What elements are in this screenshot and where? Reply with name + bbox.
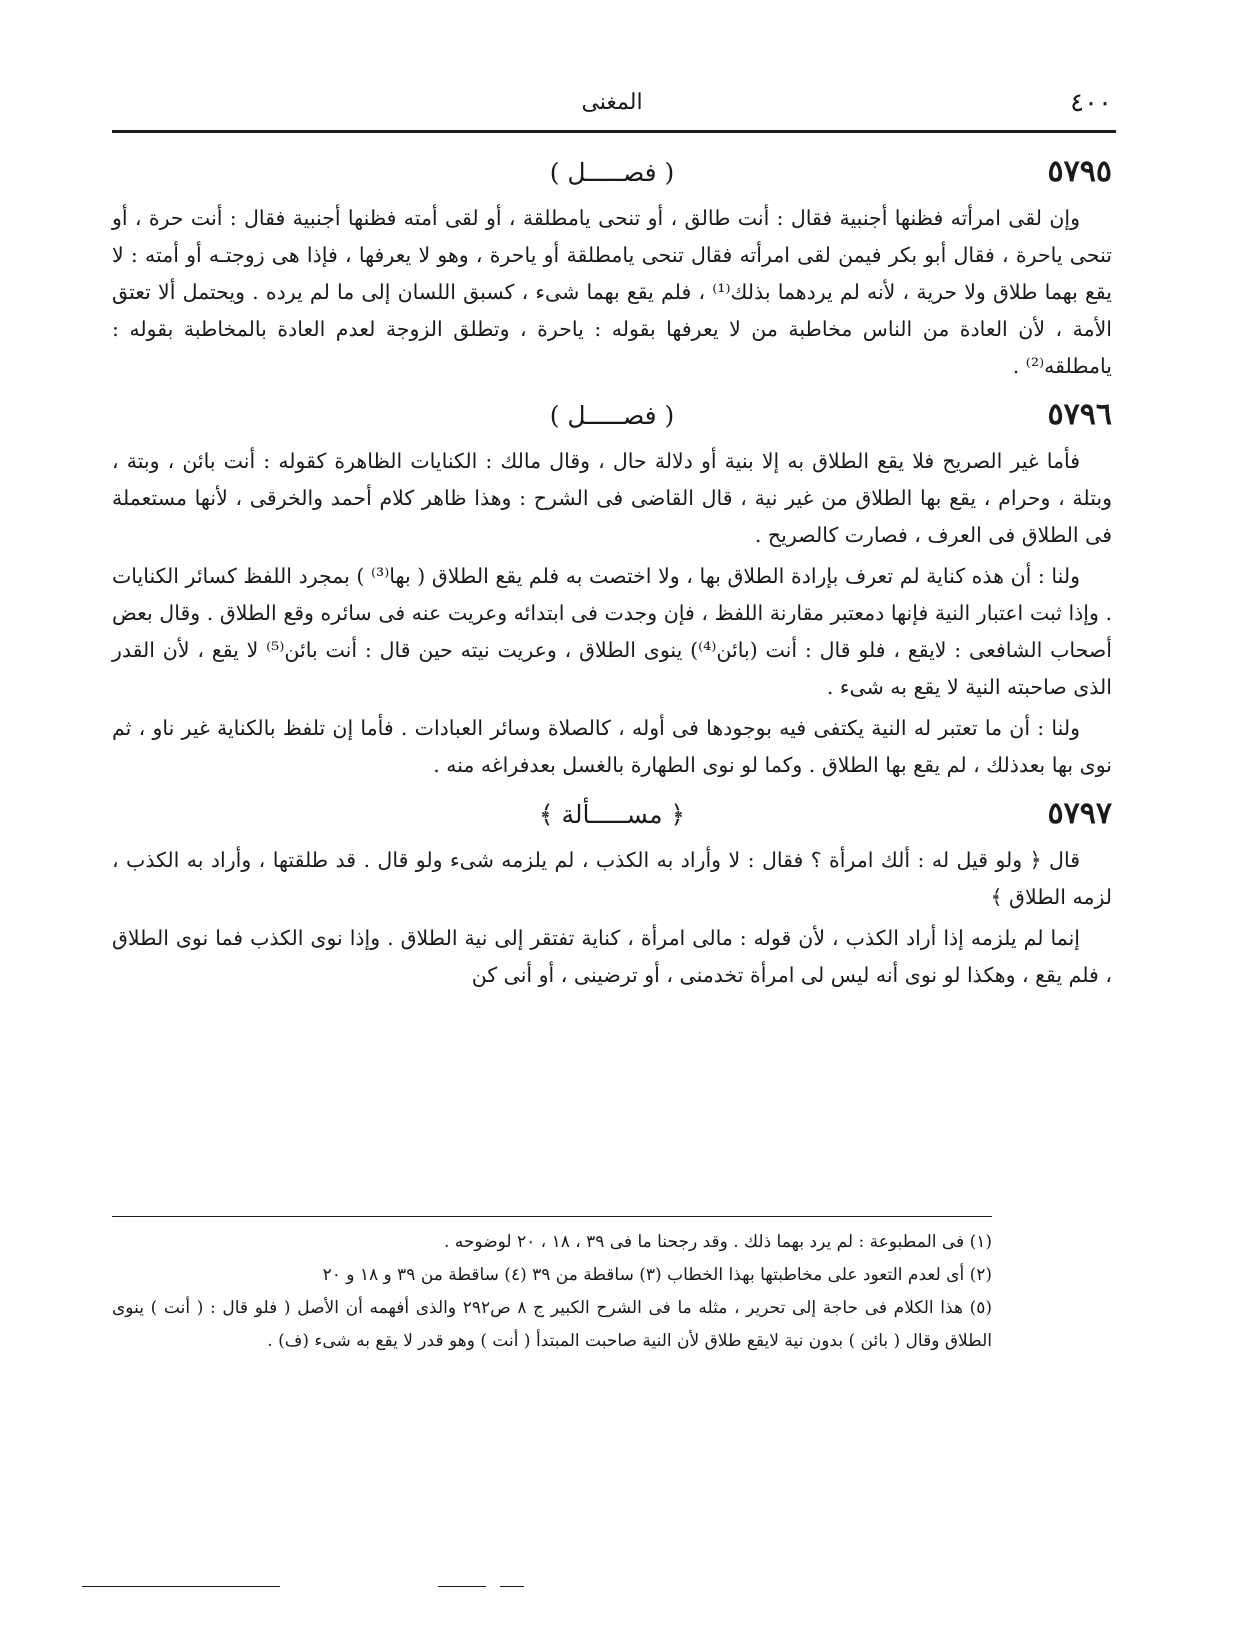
section-heading: [112, 792, 1112, 842]
section-title: ( فصـــــل ): [549, 401, 675, 430]
footnote: (٥) هذا الكلام فى حاجة إلى تحرير ، مثله ما فى الشرح الكبير ج ٨ ص٢٩٢ والذى أفهمه أن الأصل ( فلو قال : ( أنت ) ينوى الطلاق وقال ( بائن ) بدون نية لايقع طلاق لأن النية صاحبت المبتدأ ( أنت ) وهو قدر لا يقع به شىء (ف) .: [112, 1298, 992, 1351]
section-number: ٥٧٩٦: [1047, 397, 1112, 432]
bottom-rule-left: [82, 1586, 280, 1587]
footnotes: [112, 1226, 992, 1358]
paragraph: فأما غير الصريح فلا يقع الطلاق به إلا بنية أو دلالة حال ، وقال مالك : الكنايات الظاهرة كقوله : أنت بائن ، وبتة ، وبتلة ، وحرام ، يقع بها الطلاق من غير نية ، قال القاضى فى الشرح : وهذا ظاهر كلام أحمد والخرقى ، لأنها مستعملة فى الطلاق فى العرف ، فصارت كالصريح .: [112, 449, 1112, 547]
header-rule: [112, 130, 1116, 133]
footnote-rule: [112, 1216, 992, 1217]
paragraph: إنما لم يلزمه إذا أراد الكذب ، لأن قوله : مالى امرأة ، كناية تفتقر إلى نية الطلاق . وإذا نوى الكذب فما نوى الطلاق ، فلم يقع ، وهكذا لو نوى أنه ليس لى امرأة تخدمنى ، أو ترضينى ، أو أنى كن: [112, 926, 1112, 987]
section-title: ( فصـــــل ): [549, 158, 675, 187]
paragraph: ولنا : أن هذه كناية لم تعرف بإرادة الطلاق بها ، ولا اختصت به فلم يقع الطلاق ( بها⁽³⁾ ) بمجرد اللفظ كسائر الكنايات . وإذا ثبت اعتبار النية فإنها دمعتبر مقارنة اللفظ ، فإن وجدت فى ابتدائه وعريت عنه فى سائره وقع الطلاق . وقال بعض أصحاب الشافعى : لايقع ، فلو قال : أنت (بائن⁽⁴⁾) ينوى الطلاق ، وعريت نيته حين قال : أنت بائن⁽⁵⁾ لا يقع ، لأن القدر الذى صاحبته النية لا يقع به شىء .: [112, 564, 1112, 699]
main-text: [112, 150, 1112, 994]
section-heading: [112, 150, 1112, 200]
paragraph: قال ﴿ ولو قيل له : ألك امرأة ؟ فقال : لا وأراد به الكذب ، لم يلزمه شىء ولو قال . قد طلقتها ، وأراد به الكذب ، لزمه الطلاق ﴾: [112, 848, 1112, 909]
section-title: ﴿ مســـــألة ﴾: [538, 800, 686, 829]
page-header: [112, 84, 1112, 124]
section-number: ٥٧٩٥: [1047, 154, 1112, 189]
section-heading: [112, 393, 1112, 443]
paragraph: وإن لقى امرأته فظنها أجنبية فقال : أنت طالق ، أو تنحى يامطلقة ، أو لقى أمته فظنها أجنبية فقال : أنت حرة ، أو تنحى ياحرة ، فقال أبو بكر فيمن لقى امرأته فقال تنحى يامطلقة أو ياحرة ، وهو لا يعرفها ، فإذا هى زوجتـه أو أمته : لا يقع بهما طلاق ولا حرية ، لأنه لم يردهما بذلك⁽¹⁾ ، فلم يقع بهما شىء ، كسبق اللسان إلى ما لم يرده . ويحتمل ألا تعتق الأمة ، لأن العادة من الناس مخاطبة من لا يعرفها بقوله : ياحرة ، وتطلق الزوجة لعدم العادة بالمخاطبة بقوله : يامطلقه⁽²⁾ .: [112, 206, 1112, 378]
paragraph: ولنا : أن ما تعتبر له النية يكتفى فيه بوجودها فى أوله ، كالصلاة وسائر العبادات . فأما إن تلفظ بالكناية غير ناو ، ثم نوى بها بعدذلك ، لم يقع بها الطلاق . وكما لو نوى الطهارة بالغسل بعدفراغه منه .: [112, 716, 1112, 777]
page-number: ٤٠٠: [1070, 88, 1112, 118]
section-number: ٥٧٩٧: [1047, 796, 1112, 831]
footnote: (٢) أى لعدم التعود على مخاطبتها بهذا الخطاب (٣) ساقطة من ٣٩ (٤) ساقطة من ٣٩ و ١٨ و ٢٠: [322, 1265, 992, 1285]
bottom-rule-dash: [500, 1586, 524, 1587]
footnote: (١) فى المطبوعة : لم يرد بهما ذلك . وقد رجحنا ما فى ٣٩ ، ١٨ ، ٢٠ لوضوحه .: [443, 1232, 992, 1252]
running-title: المغنى: [581, 90, 643, 115]
bottom-rule-mid: [438, 1586, 486, 1587]
